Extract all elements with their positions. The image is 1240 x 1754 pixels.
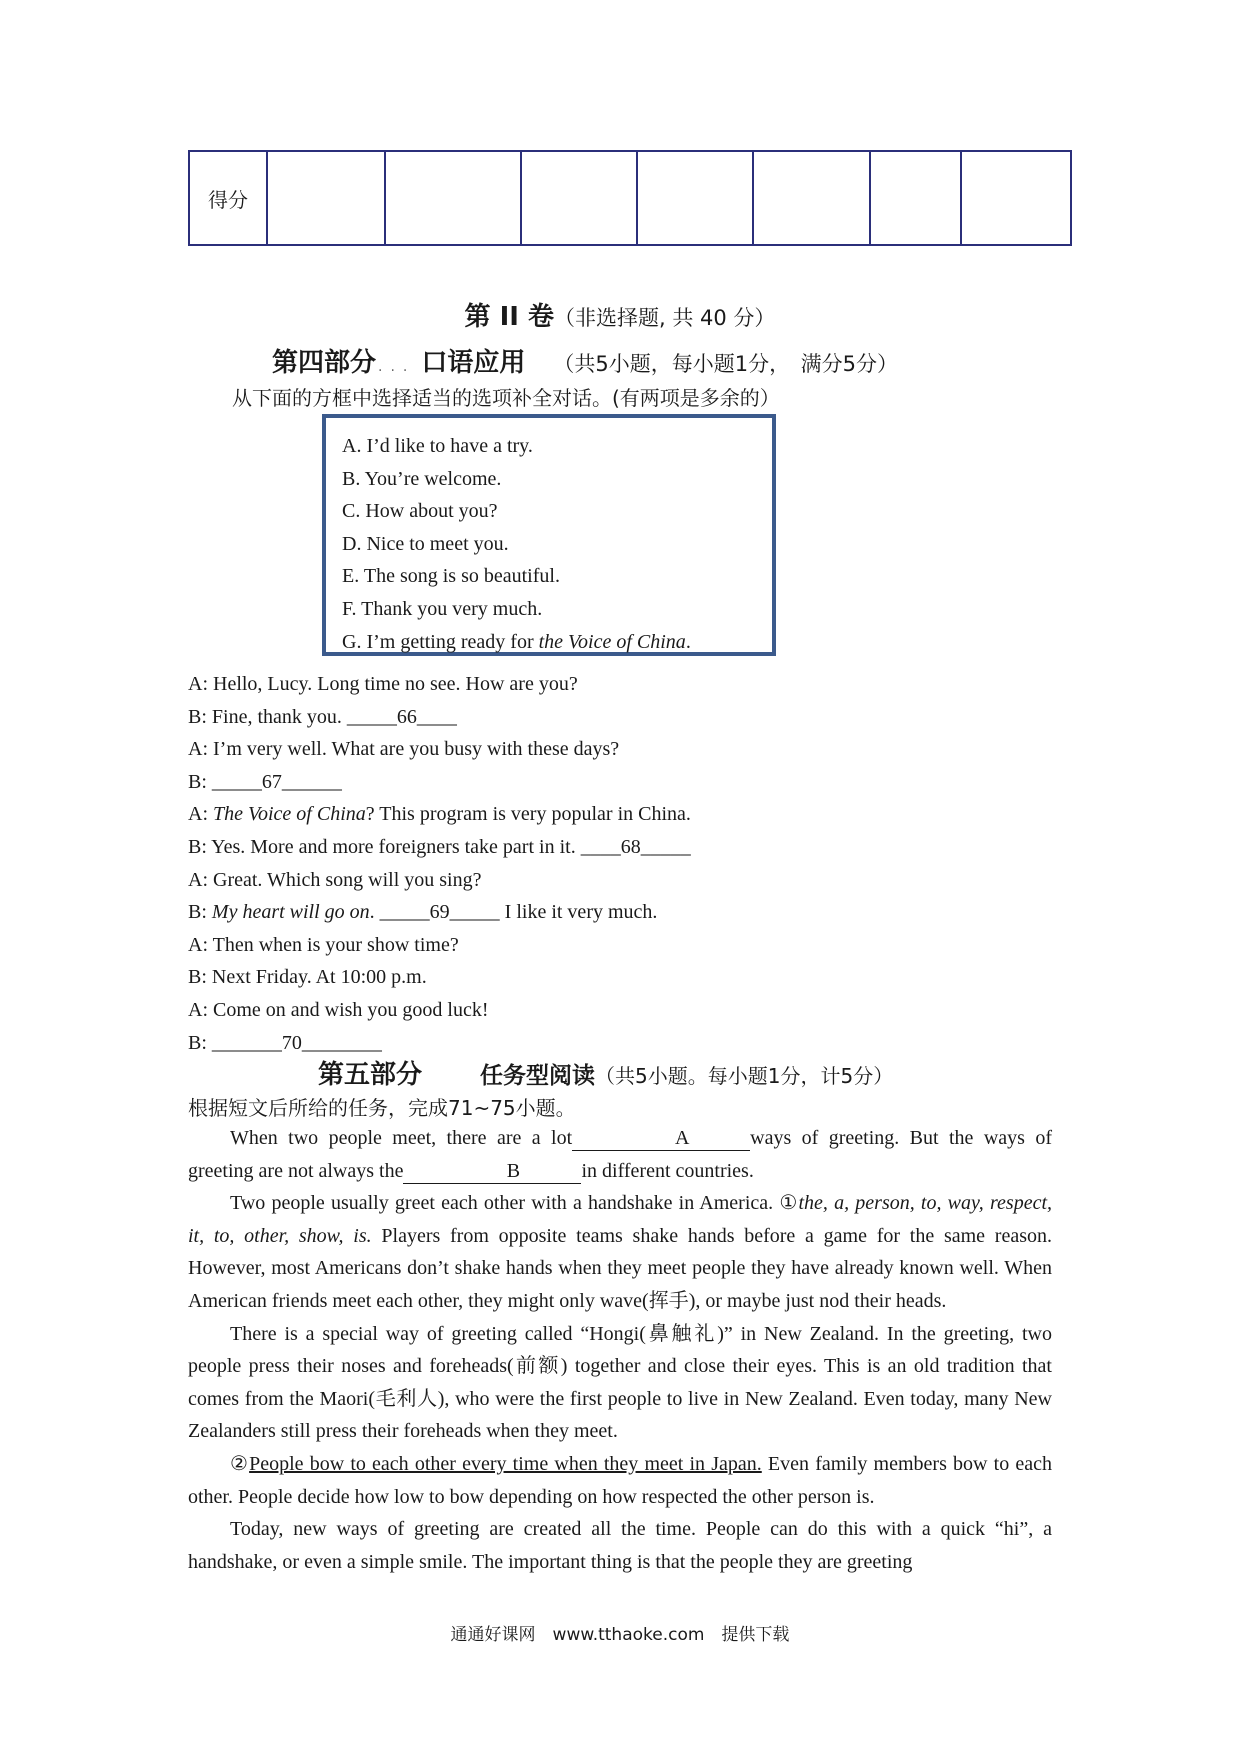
dialogue-line [188, 798, 1068, 831]
passage-paragraph-2 [188, 1187, 1052, 1317]
score-cell[interactable] [267, 151, 385, 245]
score-cell[interactable] [521, 151, 637, 245]
option-g [342, 626, 772, 659]
dialogue-l5-suffix: ? This program is very popular in China. [365, 803, 691, 826]
passage-text: in different countries. [581, 1159, 754, 1182]
option-g-prefix: G. I’m getting ready for [342, 630, 539, 653]
passage-text: ways of greeting. But the ways of greeting are not always the [188, 1127, 1053, 1182]
dialogue-line: B: Next Friday. At 10:00 p.m. [188, 966, 427, 989]
dialogue-l5-italic: The Voice of China [213, 803, 366, 826]
dialogue-l8-suffix: . _____69_____ I like it very much. [369, 901, 658, 924]
volume-title [0, 296, 1240, 333]
dialogue-line: A: Great. Which song will you sing? [188, 868, 482, 891]
reading-passage [188, 1122, 1052, 1578]
dialogue [188, 668, 1068, 1059]
dialogue-line: B: _____67______ [188, 770, 342, 793]
score-cell[interactable] [637, 151, 753, 245]
part4-note: （共5小题，每小题1分， 满分5分） [553, 352, 898, 376]
dialogue-l8-prefix: B: [188, 901, 212, 924]
score-label: 得分 [189, 151, 267, 245]
part5-note: （共5小题。每小题1分，计5分） [595, 1064, 894, 1088]
score-table [188, 150, 1072, 246]
passage-text: Two people usually greet each other with a handshake in America. ① [230, 1192, 799, 1215]
volume-title-main: 第 II 卷 [464, 302, 554, 332]
dialogue-line: A: I’m very well. What are you busy with these days? [188, 738, 620, 761]
underlined-sentence: People bow to each other every time when they meet in Japan. [249, 1452, 762, 1475]
passage-paragraph-1 [188, 1122, 1052, 1187]
blank-b[interactable]: B [403, 1160, 581, 1184]
options-box [322, 414, 776, 656]
passage-paragraph-5: Today, new ways of greeting are created all the time. People can do this with a quick “hi”, a handshake, or even a simple smile. The important thing is that the people they are greeting [188, 1518, 1052, 1573]
blank-a[interactable]: A [572, 1127, 750, 1151]
score-cell[interactable] [753, 151, 870, 245]
option-f: F. Thank you very much. [342, 597, 543, 620]
passage-paragraph-4 [188, 1448, 1052, 1513]
part4-heading-a: 第四部分 [272, 348, 377, 378]
score-cell[interactable] [385, 151, 521, 245]
dialogue-line: A: Then when is your show time? [188, 933, 459, 956]
part4-heading [272, 342, 898, 379]
option-b: B. You’re welcome. [342, 467, 502, 490]
option-e: E. The song is so beautiful. [342, 565, 560, 588]
dialogue-line: A: Come on and wish you good luck! [188, 998, 489, 1021]
page-footer: 通通好课网 www.tthaoke.com 提供下载 [450, 1625, 790, 1645]
marker: ② [230, 1452, 250, 1475]
option-a: A. I’d like to have a try. [342, 435, 533, 457]
part4-heading-b: 口语应用 [421, 348, 526, 378]
dialogue-line [188, 896, 1068, 929]
passage-text: Even family members bow to each other. People decide how low to bow depending on how respected the other person is. [188, 1452, 1052, 1508]
dialogue-line: B: _______70________ [188, 1031, 382, 1054]
scrambled-words: the, a, person, to, way, respect, it, to, other, show, is. [188, 1192, 1053, 1247]
score-cell[interactable] [870, 151, 961, 245]
dialogue-line: A: Hello, Lucy. Long time no see. How are you? [188, 673, 578, 695]
dialogue-line: B: Yes. More and more foreigners take part in it. ____68_____ [188, 835, 691, 858]
option-d: D. Nice to meet you. [342, 532, 509, 555]
passage-text: Players from opposite teams shake hands before a game for the same reason. However, most Americans don’t shake hands when they meet people they have already known well. When American friends meet each other, they might only wave(挥手), or maybe just nod their heads. [188, 1224, 1053, 1312]
passage-text: When two people meet, there are a lot [230, 1127, 573, 1149]
option-g-suffix: . [685, 630, 691, 653]
dialogue-l8-italic: My heart will go on [211, 901, 370, 924]
dialogue-line: B: Fine, thank you. _____66____ [188, 705, 457, 728]
part5-heading-a: 第五部分 [318, 1060, 423, 1090]
dialogue-l5-prefix: A: [188, 803, 213, 826]
option-c: C. How about you? [342, 500, 498, 523]
part4-instruction: 从下面的方框中选择适当的选项补全对话。(有两项是多余的） [232, 386, 780, 410]
passage-paragraph-3: There is a special way of greeting called “Hongi(鼻触礼)” in New Zealand. In the greeting, two people press their noses and foreheads(前额) together and close their eyes. This is an old tradition that comes from the Maori(毛利人), who were the first people to live in New Zealand. Even today, many New Zealanders still press their foreheads when they meet. [188, 1322, 1052, 1443]
part5-heading [318, 1054, 893, 1091]
volume-title-note: （非选择题, 共 40 分） [554, 306, 776, 330]
dots-decoration: ... [378, 359, 416, 375]
option-g-italic: the Voice of China [538, 630, 686, 653]
part5-instruction: 根据短文后所给的任务，完成71~75小题。 [188, 1096, 576, 1120]
score-cell[interactable] [961, 151, 1071, 245]
part5-heading-b: 任务型阅读 [480, 1063, 596, 1089]
